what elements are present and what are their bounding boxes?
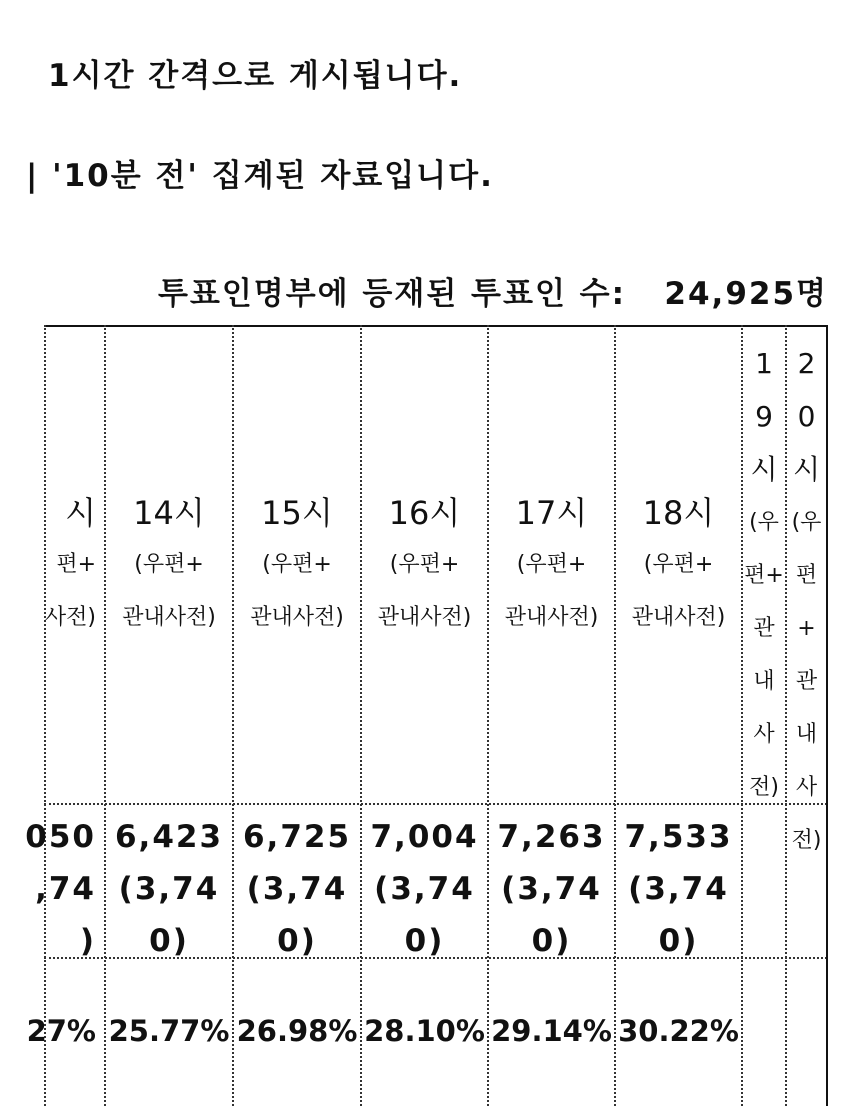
column-sub-mail: (우편+ — [389, 552, 460, 577]
column-sub-early: 사전) — [44, 605, 96, 630]
column-sub-early: 관내사전) — [250, 605, 344, 630]
column-20-header — [787, 325, 826, 853]
notice-aggregation: | '10분 전' 집계된 자료입니다. — [26, 158, 494, 194]
column-18 — [616, 325, 741, 1106]
column-13 — [25, 325, 104, 1106]
registered-voters-value: 24,925명 — [664, 276, 828, 312]
column-sub-mail: (우편+ — [262, 552, 332, 577]
registered-voters — [158, 268, 828, 313]
column-hour: 시 — [65, 494, 96, 532]
column-16 — [362, 325, 487, 1106]
column-sub-mail: (우편+ — [643, 552, 714, 577]
column-sub-early: 관내사전) — [122, 605, 216, 630]
turnout-rate: 29.14% — [491, 1014, 612, 1048]
vote-count: 050 ,74 ) — [25, 819, 96, 959]
table-right-rule — [826, 325, 828, 1106]
vote-count: 6,423 (3,74 0) — [114, 819, 224, 959]
column-hour: 14시 — [133, 494, 205, 532]
column-hour: 15시 — [261, 494, 333, 532]
vote-count: 7,263 (3,74 0) — [497, 819, 606, 959]
vote-count: 7,533 (3,74 0) — [624, 819, 733, 959]
turnout-rate: 27% — [26, 1014, 96, 1048]
column-sub-mail: (우편+ — [134, 552, 204, 577]
column-hour: 16시 — [388, 494, 461, 532]
column-19-header — [743, 325, 785, 803]
vote-count: 7,004 (3,74 0) — [370, 819, 479, 959]
column-19-vertical-label: 1 9 시 (우 편+ 관 내 사 전) — [744, 347, 784, 800]
turnout-rate: 26.98% — [236, 1014, 358, 1048]
column-sub-mail: 편+ — [56, 552, 96, 577]
column-14 — [106, 325, 232, 1106]
registered-voters-label: 투표인명부에 등재된 투표인 수: — [157, 276, 627, 312]
column-sub-early: 관내사전) — [377, 605, 472, 630]
column-17 — [489, 325, 614, 1106]
turnout-rate: 28.10% — [364, 1014, 485, 1048]
column-hour: 17시 — [515, 494, 588, 532]
column-20-vertical-label: 2 0 시 (우 편+ 관 내 사 전) — [791, 347, 822, 853]
notice-interval: 1시간 간격으로 게시됩니다. — [48, 58, 463, 94]
vote-count: 6,725 (3,74 0) — [242, 819, 352, 959]
column-sub-early: 관내사전) — [631, 605, 726, 630]
column-hour: 18시 — [642, 494, 715, 532]
turnout-rate: 30.22% — [618, 1014, 739, 1048]
turnout-table — [0, 325, 850, 1106]
column-sub-mail: (우편+ — [516, 552, 587, 577]
turnout-rate: 25.77% — [108, 1014, 230, 1048]
column-sub-early: 관내사전) — [504, 605, 599, 630]
column-15 — [234, 325, 360, 1106]
